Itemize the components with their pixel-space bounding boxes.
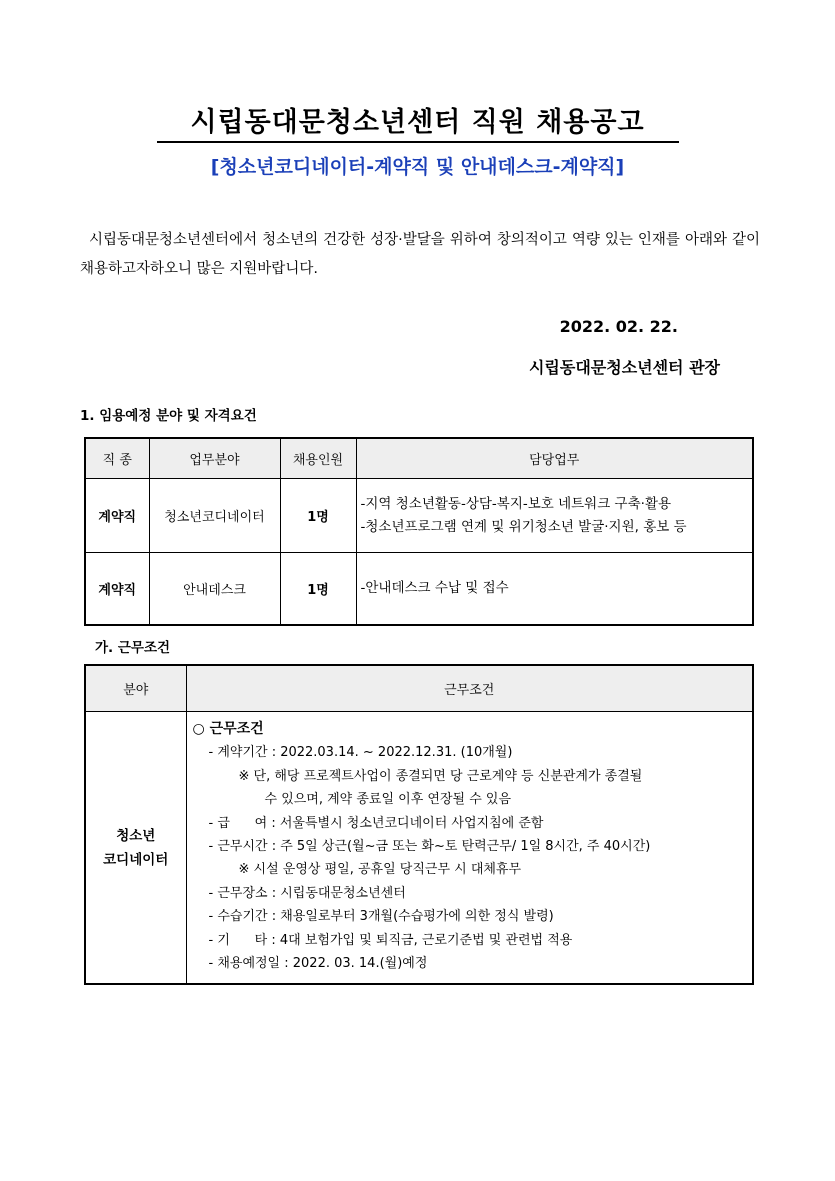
cell-count: 1명	[280, 479, 356, 553]
intro-text: 시립동대문청소년센터에서 청소년의 건강한 성장·발달을 위하여 창의적이고 역량 있는 인재를 아래와 같이 채용하고자하오니 많은 지원바랍니다.	[80, 232, 760, 277]
field-line: 청소년	[116, 827, 156, 844]
cell-conditions	[186, 712, 753, 985]
cell-duties	[356, 553, 753, 626]
condition-note: ※ 단, 해당 프로젝트사업이 종결되면 당 근로계약 등 신분관계가 종결될	[238, 768, 643, 784]
col-header-type: 직 종	[85, 438, 149, 479]
intro-paragraph	[80, 226, 760, 284]
condition-line: - 수습기간 : 채용일로부터 3개월(수습평가에 의한 정식 발령)	[208, 909, 554, 925]
condition-line: - 근무시간 : 주 5일 상근(월~금 또는 화~토 탄력근무/ 1일 8시간, 주 40시간)	[208, 839, 651, 855]
condition-line: - 기 타 : 4대 보험가입 및 퇴직금, 근로기준법 및 관련법 적용	[208, 932, 573, 948]
condition-line: - 계약기간 : 2022.03.14. ~ 2022.12.31. (10개월)	[208, 745, 513, 761]
cell-duties	[356, 479, 753, 553]
condition-line: - 급 여 : 서울특별시 청소년코디네이터 사업지침에 준함	[208, 815, 544, 831]
page-title: 시립동대문청소년센터 직원 채용공고	[190, 107, 645, 138]
conditions-table	[84, 664, 754, 985]
table-header-row	[85, 665, 753, 712]
section2-heading: 가. 근무조건	[95, 640, 171, 656]
page-subtitle: [청소년코디네이터-계약직 및 안내데스크-계약직]	[210, 156, 625, 178]
cell-count: 1명	[280, 553, 356, 626]
notice-date: 2022. 02. 22.	[559, 317, 678, 336]
col-header-count: 채용인원	[280, 438, 356, 479]
col-header-conditions: 근무조건	[186, 665, 753, 712]
positions-table	[84, 437, 754, 626]
duty-line: -청소년프로그램 연계 및 위기청소년 발굴·지원, 홍보 등	[360, 518, 687, 535]
section1-heading: 1. 임용예정 분야 및 자격요건	[80, 408, 257, 424]
table-row	[85, 712, 753, 985]
col-header-field: 업무분야	[149, 438, 280, 479]
title-underline	[157, 141, 679, 143]
cell-field	[85, 712, 186, 985]
cell-type: 계약직	[85, 479, 149, 553]
field-line: 코디네이터	[103, 851, 169, 868]
condition-line: - 근무장소 : 시립동대문청소년센터	[208, 885, 406, 901]
table-row	[85, 553, 753, 626]
notice-signature: 시립동대문청소년센터 관장	[528, 358, 720, 377]
condition-note: 수 있으며, 계약 종료일 이후 연장될 수 있음	[264, 792, 512, 808]
condition-line: - 채용예정일 : 2022. 03. 14.(월)예정	[208, 956, 428, 972]
col-header-field: 분야	[85, 665, 186, 712]
col-header-duties: 담당업무	[356, 438, 753, 479]
duty-line: -지역 청소년활동-상담-복지-보호 네트워크 구축·활용	[360, 495, 672, 512]
table-row	[85, 479, 753, 553]
cell-field: 청소년코디네이터	[149, 479, 280, 553]
cell-field: 안내데스크	[149, 553, 280, 626]
table-header-row	[85, 438, 753, 479]
conditions-heading: ○ 근무조건	[192, 721, 264, 737]
condition-note: ※ 시설 운영상 평일, 공휴일 당직근무 시 대체휴무	[238, 862, 522, 878]
duty-line: -안내데스크 수납 및 접수	[360, 580, 509, 596]
cell-type: 계약직	[85, 553, 149, 626]
